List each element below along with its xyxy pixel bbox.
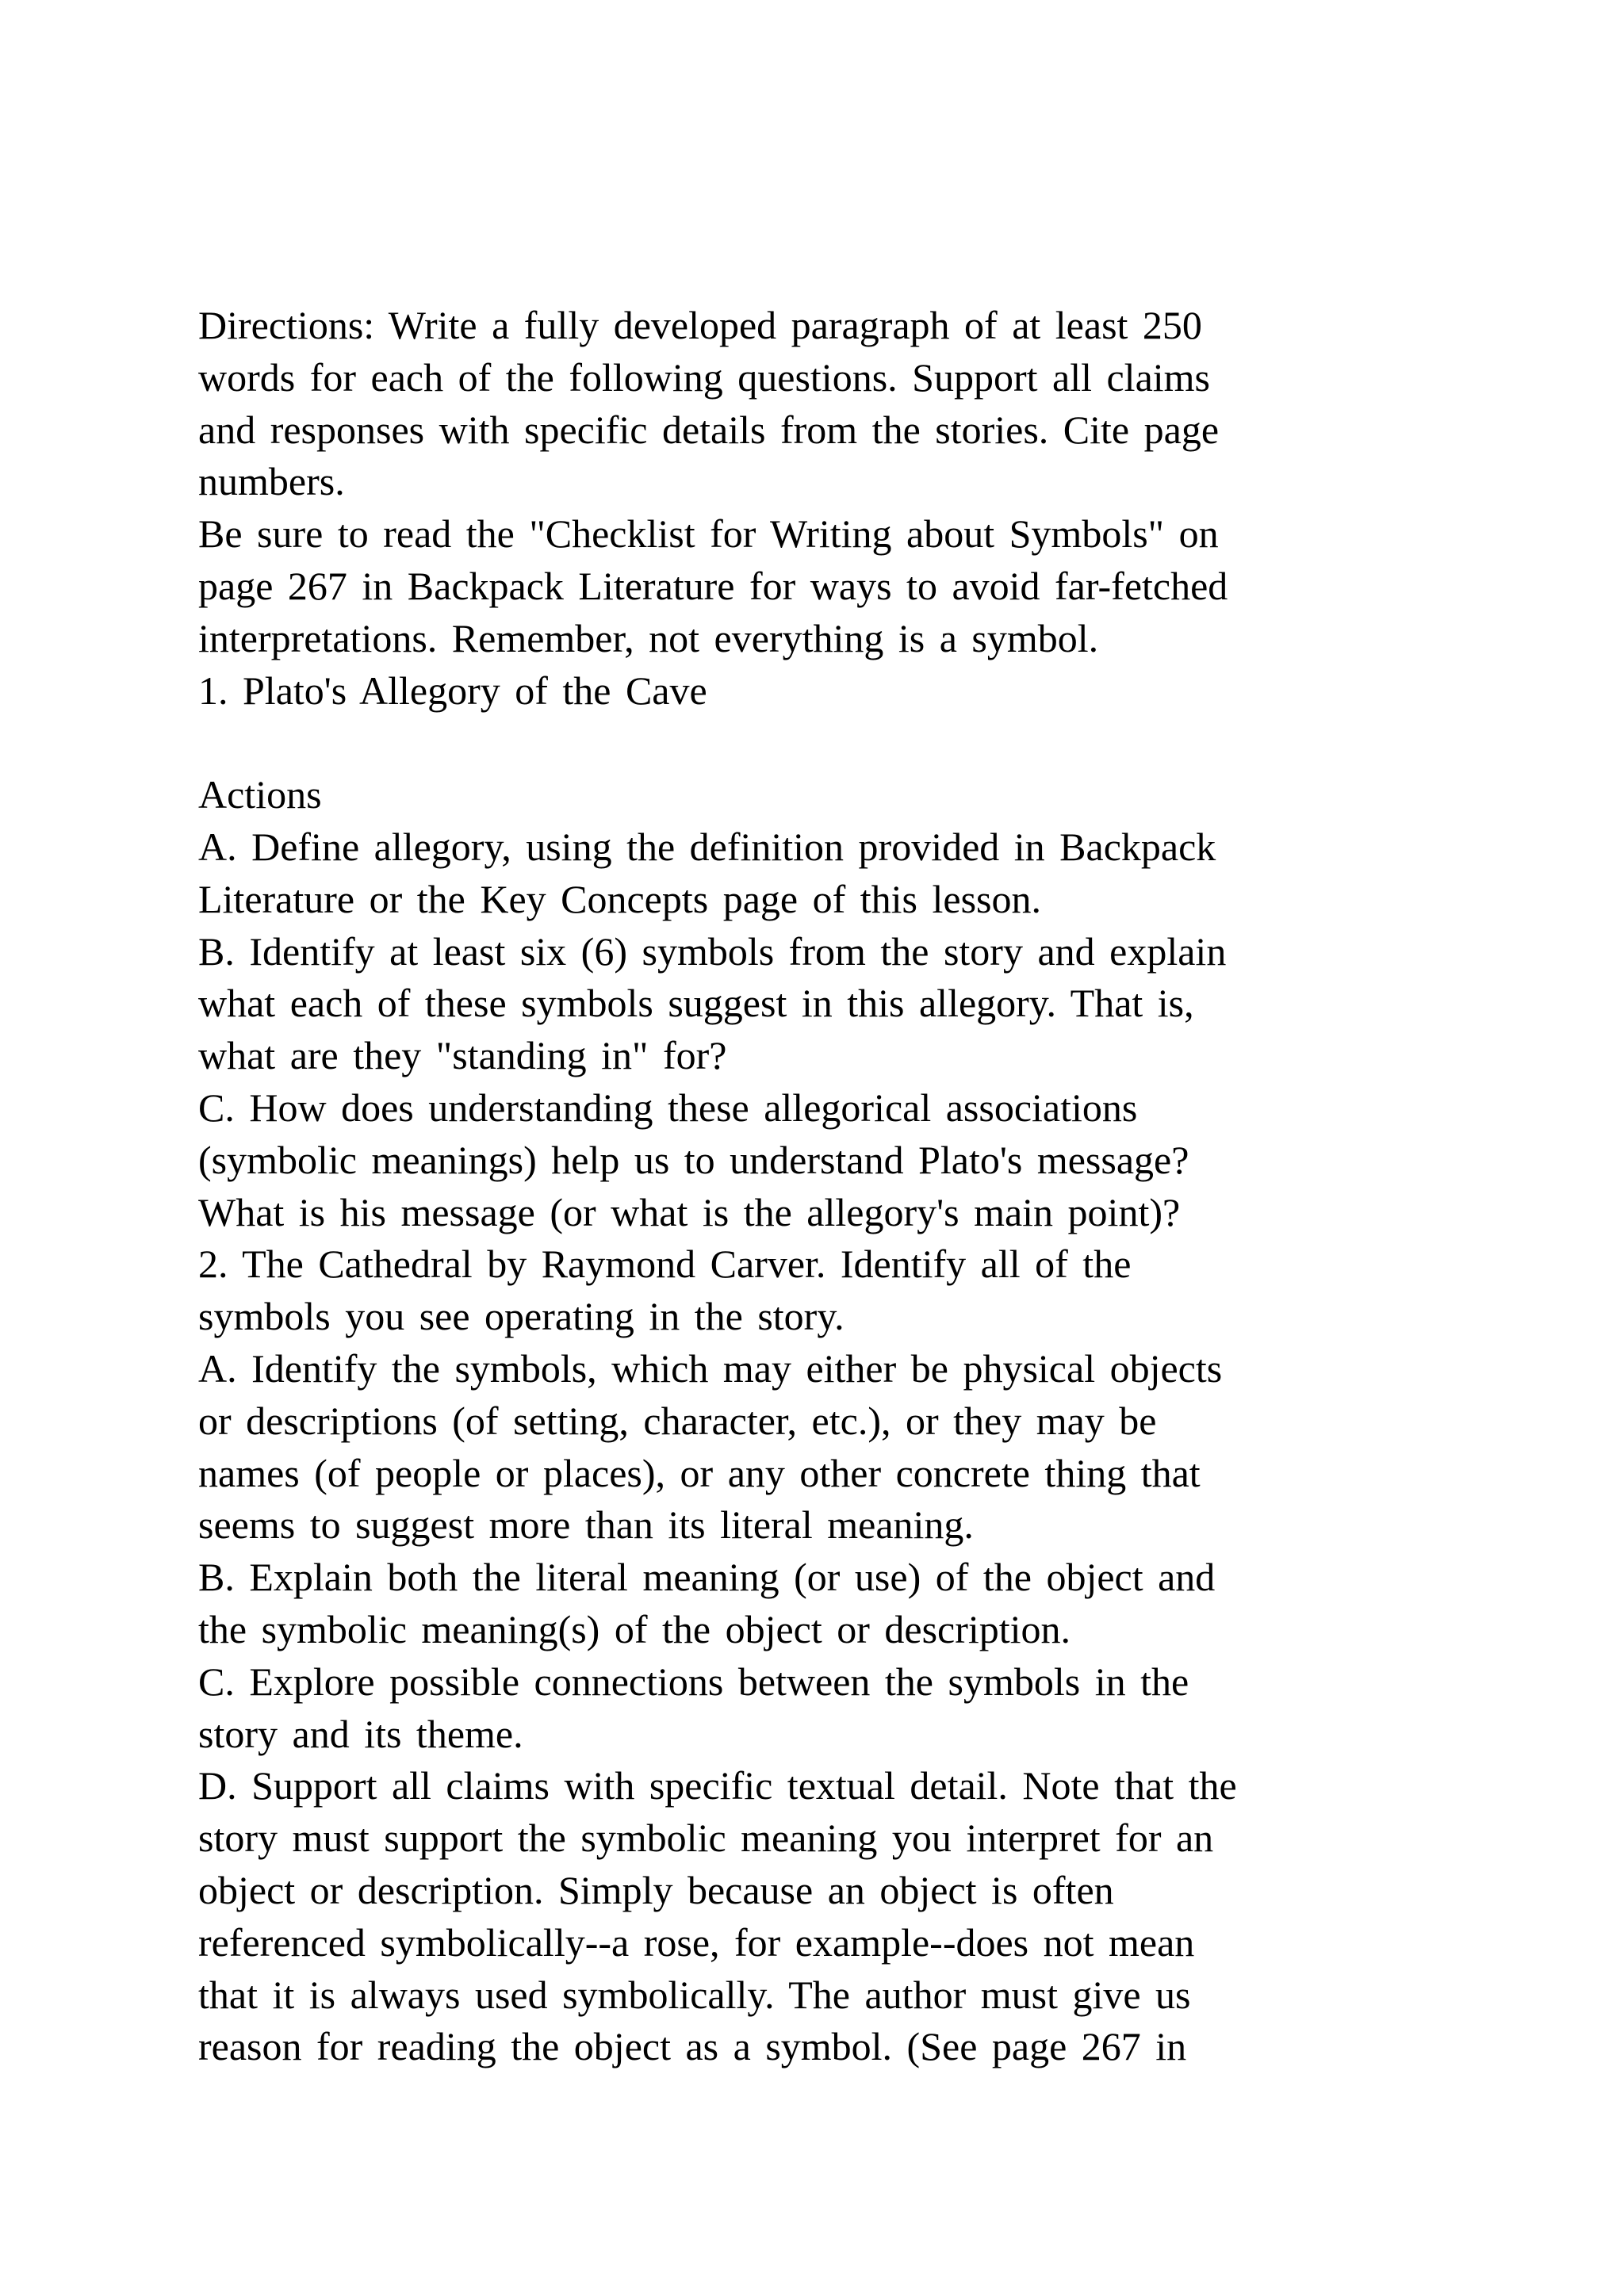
question-heading: 2. The Cathedral by Raymond Carver. Identify all of the xyxy=(198,1242,1132,1287)
text-line: Literature or the Key Concepts page of this lesson. xyxy=(198,876,1041,921)
text-line: Be sure to read the "Checklist for Writing about Symbols" on xyxy=(198,511,1219,557)
text-line: story must support the symbolic meaning you interpret for an xyxy=(198,1816,1214,1861)
text-line: or descriptions (of setting, character, etc.), or they may be xyxy=(198,1398,1157,1443)
text-line: what each of these symbols suggest in this allegory. That is, xyxy=(198,981,1194,1026)
text-line: story and its theme. xyxy=(198,1711,523,1756)
text-line: B. Explain both the literal meaning (or use) of the object and xyxy=(198,1555,1216,1600)
text-line: and responses with specific details from the stories. Cite page xyxy=(198,407,1220,452)
text-line: C. Explore possible connections between the symbols in the xyxy=(198,1659,1189,1704)
text-line: A. Identify the symbols, which may either be physical objects xyxy=(198,1345,1223,1391)
text-line: the symbolic meaning(s) of the object or description. xyxy=(198,1606,1071,1651)
text-line: B. Identify at least six (6) symbols from the story and explain xyxy=(198,928,1227,974)
text-line: object or description. Simply because an object is often xyxy=(198,1867,1114,1912)
text-line: D. Support all claims with specific textual detail. Note that the xyxy=(198,1763,1237,1808)
blank-line xyxy=(198,717,1435,769)
text-line: what are they "standing in" for? xyxy=(198,1033,727,1078)
text-line: that it is always used symbolically. The author must give us xyxy=(198,1972,1191,2017)
question-heading: 1. Plato's Allegory of the Cave xyxy=(198,668,707,713)
text-line: reason for reading the object as a symbol. (See page 267 in xyxy=(198,2024,1187,2069)
text-line: numbers. xyxy=(198,459,345,504)
text-line: What is his message (or what is the allegory's main point)? xyxy=(198,1189,1181,1234)
text-line: Directions: Write a fully developed paragraph of at least 250 xyxy=(198,303,1202,347)
text-line: (symbolic meanings) help us to understand Plato's message? xyxy=(198,1137,1189,1182)
text-line: C. How does understanding these allegorical associations xyxy=(198,1085,1138,1130)
text-line: names (of people or places), or any other concrete thing that xyxy=(198,1450,1201,1495)
text-line: words for each of the following questions. Support all claims xyxy=(198,354,1210,400)
text-line: symbols you see operating in the story. xyxy=(198,1294,845,1339)
section-heading: Actions xyxy=(198,772,322,817)
text-line: interpretations. Remember, not everything is a symbol. xyxy=(198,615,1099,660)
text-line: referenced symbolically--a rose, for example--does not mean xyxy=(198,1919,1195,1965)
assignment-text xyxy=(198,300,1435,2073)
text-line: seems to suggest more than its literal meaning. xyxy=(198,1502,974,1548)
text-line: A. Define allegory, using the definition provided in Backpack xyxy=(198,824,1216,869)
text-line: page 267 in Backpack Literature for ways to avoid far-fetched xyxy=(198,563,1228,608)
